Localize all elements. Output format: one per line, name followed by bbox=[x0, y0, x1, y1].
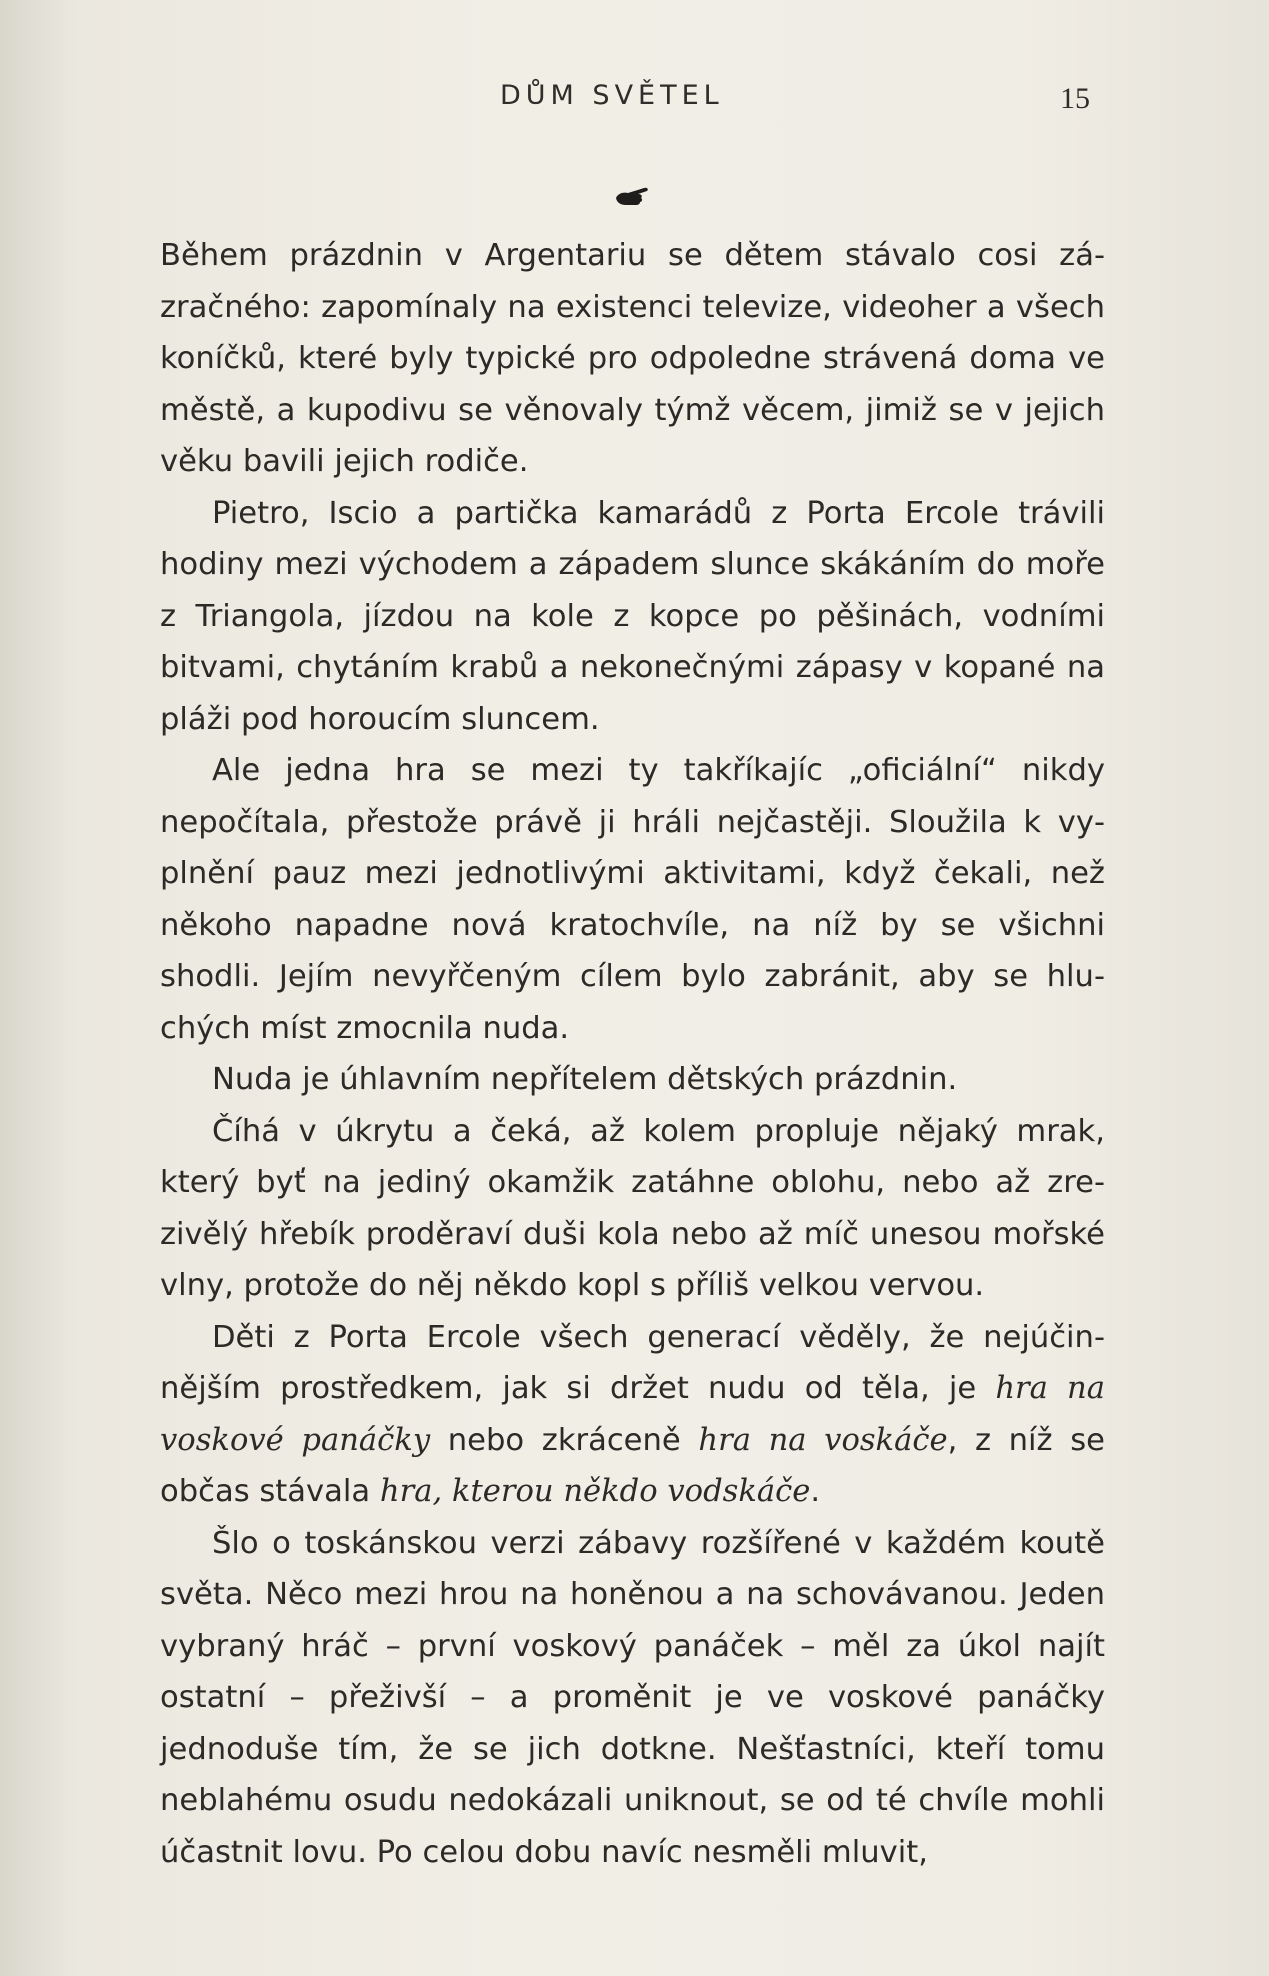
paragraph bbox=[160, 745, 1105, 1054]
text-run: Pietro, Iscio a partička kamarádů z Porta Ercole trávili hodiny mezi východem a západem slunce skákáním do moře z Triangola, jízdou na kole z kopce po pěšinách, vodními bitvami, chytáním krabů a nekonečnými zápasy v kopané na pláži pod horoucím sluncem. bbox=[160, 495, 1105, 737]
text-run: . bbox=[810, 1474, 821, 1509]
text-run: Ale jedna hra se mezi ty takříkajíc „oficiální“ nikdy nepočítala, přestože právě ji hráli nejčastěji. Sloužila k vyplnění pauz mezi jednotlivými aktivitami, když čekali, než někoho napadne nová kratochvíle, na níž by se všichni shodli. Jejím nevyřčeným cílem bylo zabránit, aby se hluchých míst zmocnila nuda. bbox=[160, 753, 1105, 1046]
paragraph bbox=[160, 1312, 1105, 1518]
paragraph bbox=[160, 1106, 1105, 1312]
text-run: Děti z Porta Ercole všech generací věděly, že nejúčinnějším prostředkem, jak si držet nudu od těla, je bbox=[160, 1319, 1105, 1406]
italic-text: hra na voskové panáčky bbox=[160, 1371, 1105, 1458]
text-run: , z níž se občas stávala bbox=[160, 1422, 1105, 1509]
pointing-hand-icon bbox=[614, 184, 654, 208]
text-run: Číhá v úkrytu a čeká, až kolem propluje nějaký mrak, který byť na jediný okamžik zatáhne oblohu, nebo až zrezivělý hřebík proděraví duši kola nebo až míč unesou mořské vlny, protože do něj někdo kopl s příliš velkou vervou. bbox=[160, 1113, 1105, 1303]
italic-text: hra, kterou někdo vodskáče bbox=[379, 1474, 811, 1509]
text-run: Během prázdnin v Argentariu se dětem stávalo cosi zázračného: zapomínaly na existenci televize, videoher a všech koníčků, které byly typické pro odpoledne strávená doma ve městě, a kupodivu se věnovaly týmž věcem, jimiž se v jejich věku bavili jejich rodiče. bbox=[160, 238, 1105, 479]
text-run: Nuda je úhlavním nepřítelem dětských prázdnin. bbox=[212, 1062, 958, 1097]
paragraph bbox=[160, 1054, 1105, 1106]
body-text bbox=[160, 230, 1105, 1878]
paragraph bbox=[160, 488, 1105, 746]
text-run: nebo zkráceně bbox=[430, 1422, 699, 1458]
running-head bbox=[0, 80, 1269, 120]
running-title: DŮM SVĚTEL bbox=[500, 80, 724, 111]
text-run: Šlo o toskánskou verzi zábavy rozšířené v každém koutě světa. Něco mezi hrou na honěnou a na schovávanou. Jeden vybraný hráč – první voskový panáček – měl za úkol najít ostatní – přeživší – a proměnit je ve voskové panáčky jednoduše tím, že se jich dotkne. Nešťastníci, kteří tomu neblahému osudu nedokázali uniknout, se od té chvíle mohli účastnit lovu. Po celou dobu navíc nesměli mluvit, bbox=[160, 1525, 1105, 1870]
paragraph bbox=[160, 1518, 1105, 1879]
page-number: 15 bbox=[1060, 82, 1090, 115]
italic-text: hra na voskáče bbox=[698, 1422, 948, 1458]
paragraph bbox=[160, 230, 1105, 488]
